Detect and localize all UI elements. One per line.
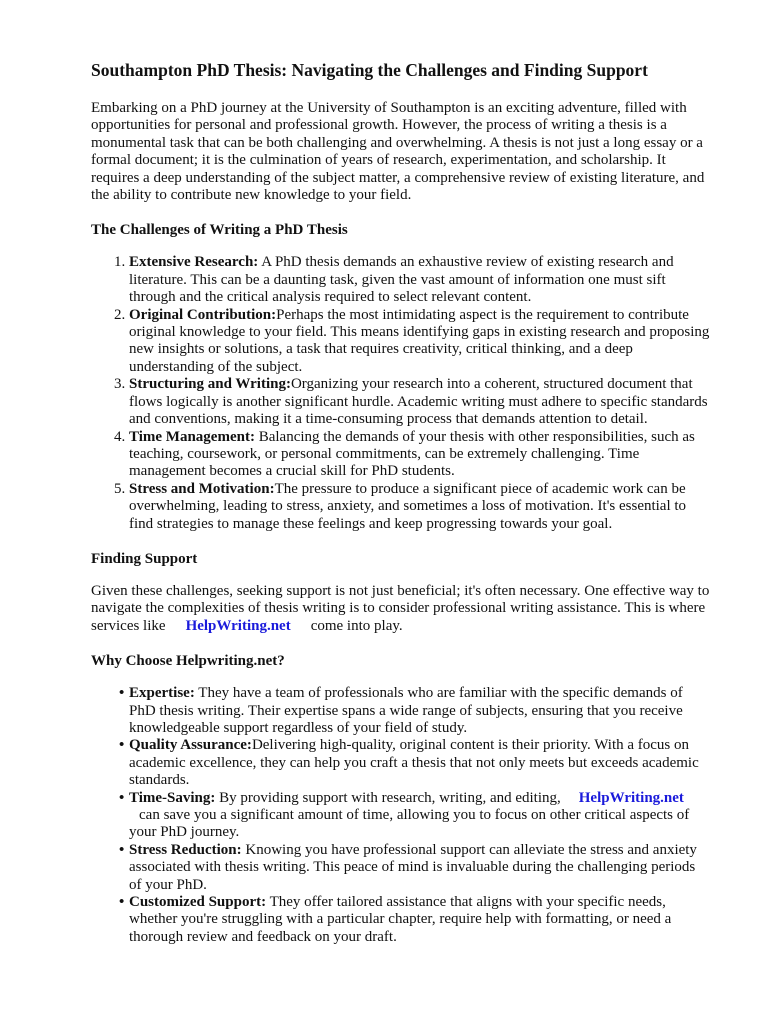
item-text: Knowing you have professional support can alleviate the stress and anxiety associated with thesis writing. This peace of mind is invaluable during the challenging periods of your PhD. bbox=[129, 841, 697, 893]
item-text: By providing support with research, writing, and editing, bbox=[215, 789, 561, 806]
item-text: Delivering high-quality, original content is their priority. With a focus on academic excellence, they can help you craft a thesis that not only meets but exceeds academic standards. bbox=[129, 737, 699, 789]
item-term: Stress Reduction: bbox=[129, 841, 242, 858]
item-term: Original Contribution: bbox=[129, 306, 277, 323]
item-text: Balancing the demands of your thesis with other responsibilities, such as teaching, coursework, or personal commitments, can be extremely challenging. Time management becomes a crucial skill for PhD students. bbox=[129, 428, 695, 480]
item-term: Structuring and Writing: bbox=[129, 376, 291, 393]
page-title: Southampton PhD Thesis: Navigating the Challenges and Finding Support bbox=[91, 60, 648, 80]
support-heading: Finding Support bbox=[91, 550, 198, 567]
bullet-icon: • bbox=[119, 894, 125, 911]
item-text: The pressure to produce a significant piece of academic work can be overwhelming, leading to stress, anxiety, and sometimes a loss of motivation. It's essential to find strategies to manage these feelings and keep progressing towards your goal. bbox=[129, 480, 687, 532]
item-term: Stress and Motivation: bbox=[129, 480, 275, 497]
list-item bbox=[91, 737, 711, 789]
list-item bbox=[91, 685, 711, 737]
helpwriting-link[interactable]: HelpWriting.net bbox=[578, 789, 684, 806]
item-text: A PhD thesis demands an exhaustive review of existing research and literature. This can be a daunting task, given the vast amount of information one must sift through and the critical analysis required to select relevant content. bbox=[129, 254, 674, 306]
bullet-icon: • bbox=[119, 789, 125, 806]
item-text: Perhaps the most intimidating aspect is the requirement to contribute original knowledge to your field. This means identifying gaps in existing research and proposing new insights or solutions, a task that requires creativity, critical thinking, and a deep understanding of the subject. bbox=[129, 306, 710, 375]
item-term: Time-Saving: bbox=[129, 789, 216, 806]
challenges-heading: The Challenges of Writing a PhD Thesis bbox=[91, 222, 348, 239]
list-item bbox=[129, 429, 711, 481]
item-term: Extensive Research: bbox=[129, 254, 259, 271]
list-item bbox=[129, 481, 711, 533]
list-item bbox=[129, 376, 711, 428]
item-text: They have a team of professionals who are familiar with the specific demands of PhD thesis writing. Their expertise spans a wide range of subjects, ensuring that you receive knowledgeable support regardless of your field of study. bbox=[129, 685, 683, 736]
support-paragraph bbox=[91, 583, 711, 635]
challenges-list bbox=[91, 254, 711, 533]
bullet-icon: • bbox=[119, 685, 125, 702]
support-text: Given these challenges, seeking support is not just beneficial; it's often necessary. One effective way to navigate the complexities of thesis writing is to consider professional writing assistance. This is where services like bbox=[91, 582, 710, 634]
list-item bbox=[129, 254, 711, 306]
list-item bbox=[129, 307, 711, 377]
bullet-icon: • bbox=[119, 737, 125, 754]
why-heading: Why Choose Helpwriting.net? bbox=[91, 653, 285, 670]
item-term: Expertise: bbox=[129, 685, 195, 702]
list-item bbox=[91, 790, 711, 842]
helpwriting-link[interactable]: HelpWriting.net bbox=[185, 617, 291, 634]
bullet-icon: • bbox=[119, 841, 125, 858]
item-term: Quality Assurance: bbox=[129, 737, 252, 754]
item-text: Organizing your research into a coherent, structured document that flows logically is another significant hurdle. Academic writing must adhere to specific standards and conventions, making it a time-consuming process that demands attention to detail. bbox=[129, 376, 708, 428]
support-text-after: come into play. bbox=[310, 617, 403, 634]
intro-paragraph: Embarking on a PhD journey at the University of Southampton is an exciting adventure, filled with opportunities for personal and professional growth. However, the process of writing a thesis is a monumental task that can be both challenging and overwhelming. A thesis is not just a long essay or a formal document; it is the culmination of years of research, experimentation, and scholarship. It requires a deep understanding of the subject matter, a comprehensive review of existing literature, and the ability to contribute new knowledge to your field. bbox=[91, 100, 705, 204]
item-term: Time Management: bbox=[129, 428, 255, 445]
item-text-continued: can save you a significant amount of time, allowing you to focus on other critical aspects of your PhD journey. bbox=[129, 807, 690, 841]
why-list bbox=[91, 685, 711, 946]
list-item bbox=[91, 894, 711, 946]
item-text: They offer tailored assistance that aligns with your specific needs, whether you're struggling with a particular chapter, require help with formatting, or need a thorough review and feedback on your draft. bbox=[129, 894, 672, 945]
item-term: Customized Support: bbox=[129, 894, 267, 911]
document-page bbox=[91, 58, 711, 946]
list-item bbox=[91, 842, 711, 894]
